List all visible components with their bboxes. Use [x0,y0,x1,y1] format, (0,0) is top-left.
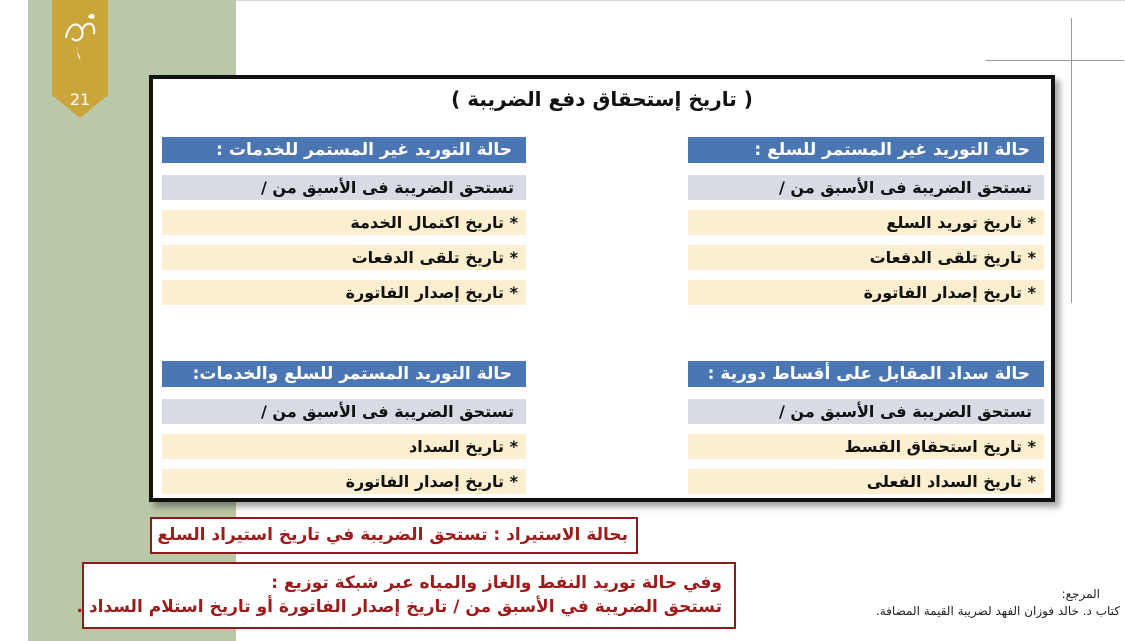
section-subtitle: تستحق الضريبة فى الأسبق من / [162,399,526,424]
section-services-noncontinuous [162,137,526,305]
reference-label: المرجع: [1061,587,1100,601]
page-number: 21 [69,90,91,109]
left-margin [0,0,28,641]
import-note: بحالة الاستيراد : تستحق الضريبة في تاريخ استيراد السلع [150,517,638,554]
list-item: * تاريخ السداد [162,434,526,459]
section-subtitle: تستحق الضريبة فى الأسبق من / [688,175,1044,200]
list-item: * تاريخ السداد الفعلى [688,469,1044,494]
main-title: ( تاريخ إستحقاق دفع الضريبة ) [451,87,753,111]
list-item: * تاريخ تلقى الدفعات [162,245,526,270]
reference-text: كتاب د. خالد فوزان الفهد لضريبة القيمة المضافة. [875,604,1120,618]
list-item: * تاريخ توريد السلع [688,210,1044,235]
oil-gas-water-note [76,562,736,629]
section-installments [688,361,1044,494]
section-header: حالة التوريد غير المستمر للخدمات : [162,137,526,163]
section-subtitle: تستحق الضريبة فى الأسبق من / [162,175,526,200]
section-header: حالة التوريد المستمر للسلع والخدمات: [162,361,526,387]
oil-note-line-1: وفي حالة توريد النفط والغاز والمياه عبر شبكة توزيع : [271,573,722,593]
list-item: * تاريخ اكتمال الخدمة [162,210,526,235]
oil-note-line-2: تستحق الضريبة في الأسبق من / تاريخ إصدار الفاتورة أو تاريخ استلام السداد . [76,597,722,617]
top-divider [236,0,1125,1]
section-continuous-supply [162,361,526,494]
section-header: حالة التوريد غير المستمر للسلع : [688,137,1044,163]
list-item: * تاريخ استحقاق القسط [688,434,1044,459]
deco-horizontal-line [986,60,1124,61]
list-item: * تاريخ إصدار الفاتورة [162,469,526,494]
section-header: حالة سداد المقابل على أقساط دورية : [688,361,1044,387]
tax-due-date-box [149,75,1055,502]
section-goods-noncontinuous [688,137,1044,305]
list-item: * تاريخ إصدار الفاتورة [688,280,1044,305]
logo-icon [52,0,108,70]
section-subtitle: تستحق الضريبة فى الأسبق من / [688,399,1044,424]
list-item: * تاريخ إصدار الفاتورة [162,280,526,305]
list-item: * تاريخ تلقى الدفعات [688,245,1044,270]
